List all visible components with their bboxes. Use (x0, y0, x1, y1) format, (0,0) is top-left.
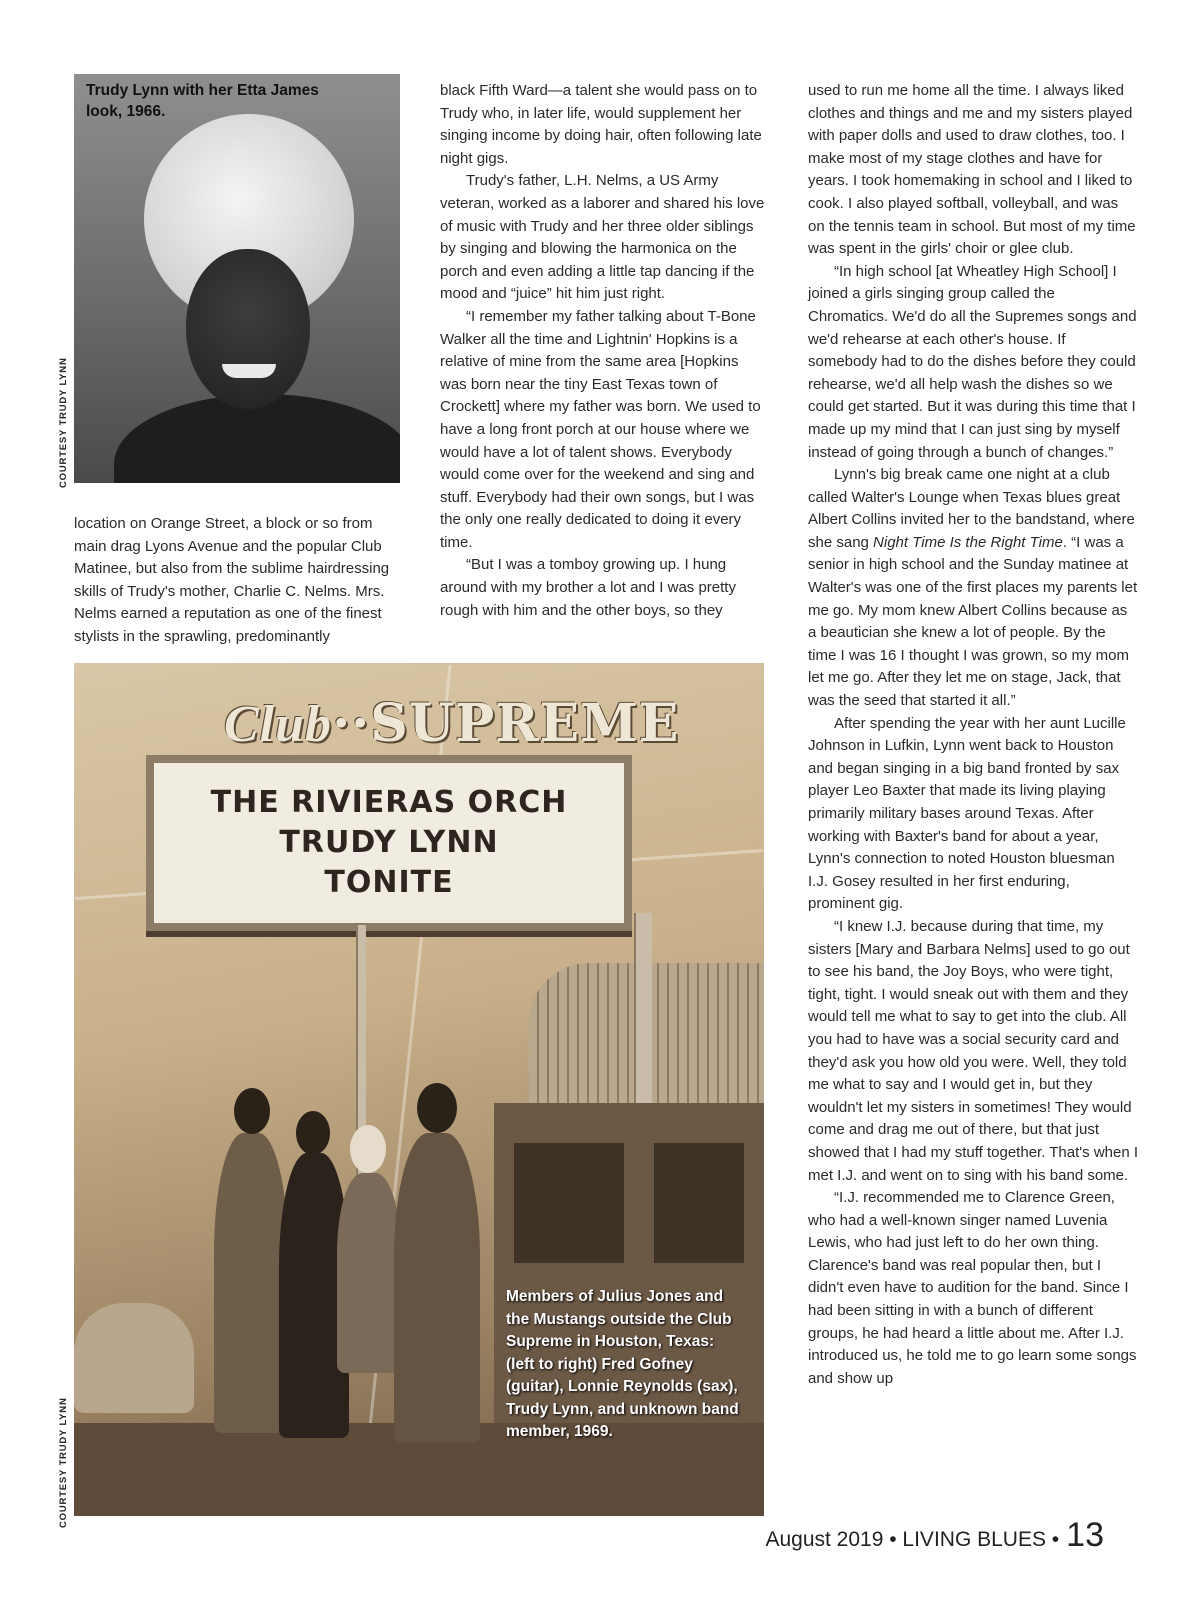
portrait-caption: Trudy Lynn with her Etta James look, 1966. (86, 82, 319, 120)
song-title: Night Time Is the Right Time (873, 533, 1063, 551)
col2-paragraph-4: “But I was a tomboy growing up. I hung around with my brother a lot and I was pretty rough with him and the other boys, so they (440, 556, 736, 619)
column-1 (74, 513, 406, 649)
person-fred-gofney (214, 1133, 288, 1433)
face-shape (186, 249, 310, 409)
footer-issue: August 2019 • LIVING BLUES • (765, 1528, 1060, 1551)
marquee-line-1: THE RIVIERAS ORCH (210, 785, 568, 820)
column-3 (808, 80, 1138, 1390)
club-supreme-photo (74, 663, 764, 1516)
photo-credit-top: COURTESY TRUDY LYNN (58, 357, 69, 488)
marquee-line-2: TRUDY LYNN (279, 825, 499, 860)
column-2 (440, 80, 766, 622)
parked-car (74, 1303, 194, 1413)
col3-p3-part-b: . “I was a senior in high school and the Sunday matinee at Walter's was one of the first places my parents let me go. My mom knew Albert Collins because as a beautician she knew a lot of people. By the time I was 16 I thought I was grown, so my mom let me go. After they let me on stage, Jack, that was the seed that started it all.” (808, 533, 1138, 710)
club-sign-script: Club (224, 696, 333, 753)
col2-paragraph-1: black Fifth Ward—a talent she would pass on to Trudy who, in later life, would supplement her singing income by doing hair, often following late night gigs. (440, 82, 762, 167)
person-head (417, 1083, 457, 1133)
marquee-board (146, 755, 632, 931)
page-number: 13 (1066, 1516, 1104, 1554)
marquee-line-3: TONITE (324, 865, 454, 900)
col3-paragraph-3 (808, 464, 1138, 713)
col3-paragraph-4: After spending the year with her aunt Lucille Johnson in Lufkin, Lynn went back to Houston and began singing in a big band fronted by sax player Leo Baxter that made its living playing primarily military bases around Texas. After working with Baxter's band for about a year, Lynn's connection to noted Houston bluesman I.J. Gosey resulted in her first enduring, prominent gig. (808, 714, 1126, 913)
person-head (296, 1111, 330, 1155)
club-photo-caption: Members of Julius Jones and the Mustangs outside the Club Supreme in Houston, Texas: (left to right) Fred Gofney (guitar), Lonnie Reynolds (sax), Trudy Lynn, and unknown band member, 1969. (506, 1288, 739, 1440)
page-footer (765, 1516, 1104, 1555)
person-unknown-member (394, 1133, 480, 1443)
col3-paragraph-1: used to run me home all the time. I always liked clothes and things and me and my sisters played with paper dolls and used to draw clothes, too. I make most of my stage clothes and have for years. I took homemaking in school and I liked to cook. I also played softball, volleyball, and was on the tennis team in school. But most of my time was spent in the girls' choir or glee club. (808, 82, 1136, 258)
person-head (350, 1125, 386, 1173)
smile-shape (222, 364, 276, 378)
col1-paragraph-1: location on Orange Street, a block or so from main drag Lyons Avenue and the popular Club Matinee, but also from the sublime hairdressing skills of Trudy's mother, Charlie C. Nelms. Mrs. Nelms earned a reputation as one of the finest stylists in the sprawling, predominantly (74, 515, 390, 645)
col3-paragraph-6: “I.J. recommended me to Clarence Green, who had a well-known singer named Luvenia Lewis, who had just left to do her own thing. Clarence's band was real popular then, but I didn't even have to audition for the band. Since I had been sitting in with a bunch of different groups, he had heard a little about me. After I.J. introduced us, he told me to go learn some songs and show up (808, 1189, 1137, 1387)
person-head (234, 1088, 270, 1134)
club-sign-title: SUPREME (370, 693, 680, 754)
col2-paragraph-2: Trudy's father, L.H. Nelms, a US Army veteran, worked as a laborer and shared his love of music with Trudy and her three older siblings by singing and blowing the harmonica on the porch and even adding a little tap dancing if the mood and “juice” hit him just right. (440, 172, 765, 303)
store-window (514, 1143, 624, 1263)
portrait-photo (74, 74, 400, 483)
col3-paragraph-2: “In high school [at Wheatley High School] I joined a girls singing group called the Chromatics. We'd do all the Supremes songs and we'd rehearse at each other's house. If somebody had to do the dishes before they could rehearse, we'd all help wash the dishes so we could get started. But it was during this time that I made up my mind that I can just sing by myself instead of going through a bunch of changes.” (808, 262, 1137, 461)
col3-paragraph-5: “I knew I.J. because during that time, my sisters [Mary and Barbara Nelms] used to go out to see his band, the Joy Boys, who were tight, tight, tight. I would sneak out with them and they would tell me what to say to get into the club. All you had to have was a social security card and they'd ask you how old you were. Well, they told me what to say and I would get in, but they wouldn't let my sisters in sometimes! They would come and drag me out of there, but that just showed that I had my stuff together. That's when I met I.J. and went on to sing with his band some. (808, 917, 1139, 1184)
col2-paragraph-3: “I remember my father talking about T-Bone Walker all the time and Lightnin' Hopkins is a relative of mine from the same area [Hopkins was born near the tiny East Texas town of Crockett] where my father was born. We used to have a long front porch at our house where we would have a lot of talent shows. Everybody would come over for the weekend and sing and stuff. Everybody had their own songs, but I was the only one really dedicated to doing it every time. (440, 307, 761, 551)
photo-credit-bottom: COURTESY TRUDY LYNN (58, 1397, 69, 1528)
club-sign: Club··SUPREME (224, 693, 680, 754)
person-trudy-lynn (337, 1173, 401, 1373)
col3-p3-part-a: Lynn's big break came one night at a club called Walter's Lounge when Texas blues great Albert Collins invited her to the bandstand, where she sang (808, 466, 1135, 551)
store-window (654, 1143, 744, 1263)
